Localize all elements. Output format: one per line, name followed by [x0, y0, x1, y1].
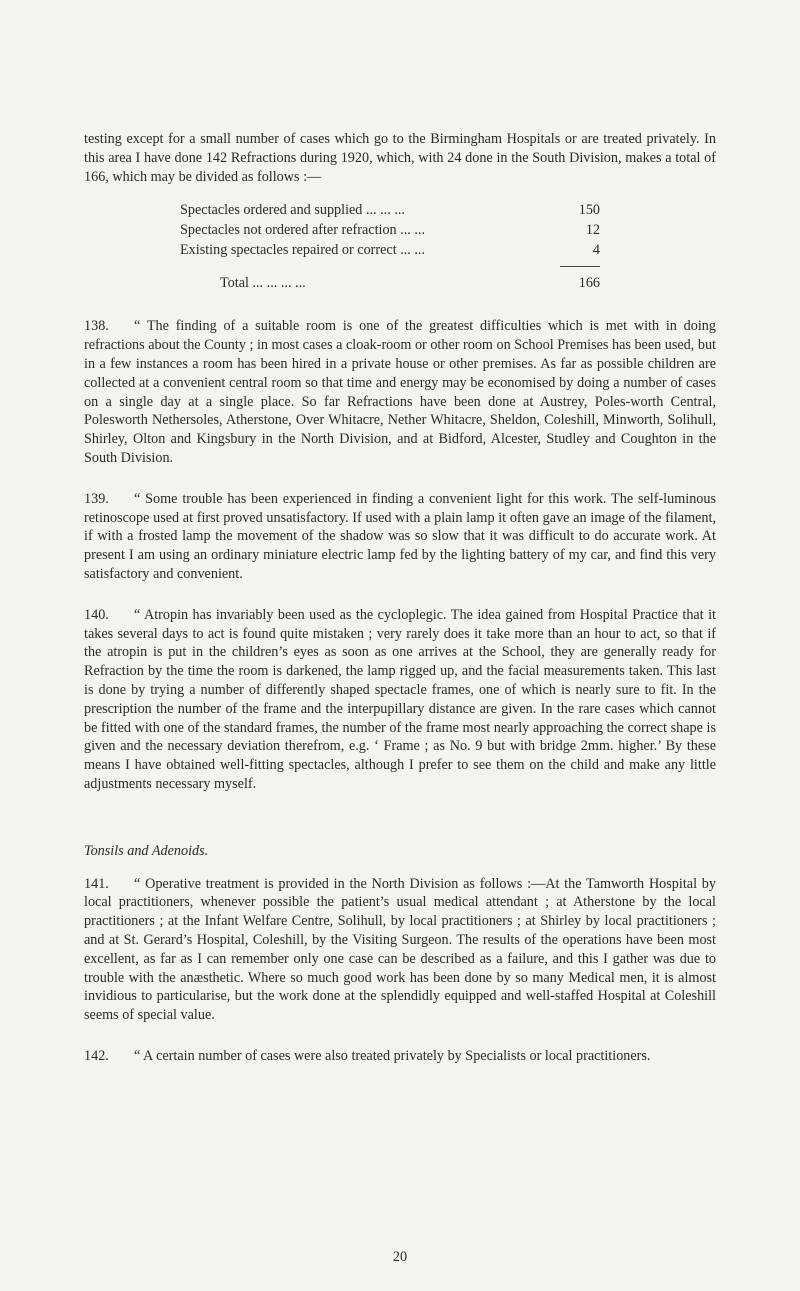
total-value: 166: [578, 275, 600, 292]
paragraph-141: [84, 875, 716, 1025]
total-label: Total ... ... ... ...: [220, 275, 306, 292]
row-value: 150: [578, 202, 600, 219]
paragraph-140: [84, 606, 716, 794]
paragraph-number: 139.: [84, 490, 109, 507]
document-page: [84, 130, 716, 1066]
table-row: [180, 220, 600, 240]
paragraph-text: “ Operative treatment is provided in the North Division as follows :—At the Tamworth Hospital by local practitioners, whenever possible the patient’s usual medical attendant ; at Atherstone by the local practitioners ; at the Infant Welfare Centre, Solihull, by local practitioners ; at Shirley by local practitioners ; and at St. Gerard’s Hospital, Coleshill, by the Visiting Surgeon. The results of the operations have been most excellent, as far as I can remember only one case can be described as a failure, and this I gather was due to trouble with the anæsthetic. Where so much good work has been done by so many Medical men, it is almost invidious to particularise, but the work done at the splendidly equipped and well-staffed Hospital at Coleshill seems of special value.: [84, 875, 716, 1024]
paragraph-text: “ The finding of a suitable room is one of the greatest difficulties which is met with in doing refractions about the County ; in most cases a cloak-room or other room on School Premises has been used, but in a few instances a room has been hired in a private house or other premises. As far as possible children are collected at a convenient central room so that time and energy may be economised by doing a number of cases on a single day at a single place. So far Refractions have been done at Austrey, Poles-worth Central, Polesworth Nethersoles, Atherstone, Over Whitacre, Nether Whitacre, Sheldon, Coleshill, Minworth, Solihull, Shirley, Olton and Kingsbury in the North Division, and at Bidford, Alcester, Studley and Coughton in the South Division.: [84, 318, 716, 466]
row-label: Existing spectacles repaired or correct ... ...: [180, 242, 426, 259]
section-heading: Tonsils and Adenoids.: [84, 842, 209, 859]
paragraph-text: “ Some trouble has been experienced in finding a convenient light for this work. The self-luminous retinoscope used at first proved unsatisfactory. If used with a plain lamp it often gave an image of the filament, if with a frosted lamp the movement of the shadow was so slow that it was difficult to do accurate work. At present I am using an ordinary miniature electric lamp fed by the lighting battery of my car, and find this very satisfactory and convenient.: [84, 490, 716, 582]
row-label: Spectacles ordered and supplied ... ... ...: [180, 202, 405, 219]
table-row: [180, 200, 600, 220]
paragraph-number: 142.: [84, 1047, 109, 1064]
row-value: 12: [585, 222, 600, 239]
row-label: Spectacles not ordered after refraction ... ...: [180, 222, 426, 239]
paragraph-text: “ Atropin has invariably been used as the cycloplegic. The idea gained from Hospital Practice that it takes several days to act is found quite mistaken ; very rarely does it take more than an hour to act, so that if the atropin is put in the children’s eyes as soon as one arrives at the School, they are generally ready for Refraction by the time the room is darkened, the lamp rigged up, and the facial measurements taken. This last is done by trying a number of differently shaped spectacle frames, one of which is nearly sure to fit. In the prescription the number of the frame and the interpupillary distance are given. In the rare cases which cannot be fitted with one of the standard frames, the number of the frame most nearly approaching the correct shape is given and the necessary deviation therefrom, e.g. ‘ Frame ; as No. 9 but with bridge 2mm. higher.’ By these means I have obtained well-fitting spectacles, although I prefer to see them on the child and make any little adjustments necessary myself.: [84, 606, 716, 792]
total-rule: [560, 266, 600, 267]
total-row: [180, 273, 600, 293]
paragraph-138: [84, 317, 716, 467]
row-value: 4: [592, 242, 600, 259]
paragraph-number: 138.: [84, 318, 109, 335]
refractions-table: [180, 200, 600, 293]
intro-paragraph: testing except for a small number of cases which go to the Birmingham Hospitals or are treated privately. In this area I have done 142 Refractions during 1920, which, with 24 done in the South Division, makes a total of 166, which may be divided as follows :—: [84, 131, 716, 185]
paragraph-142: [84, 1047, 716, 1066]
paragraph-number: 141.: [84, 875, 109, 892]
paragraph-number: 140.: [84, 606, 109, 623]
page-number: 20: [392, 1249, 408, 1265]
paragraph-text: “ A certain number of cases were also treated privately by Specialists or local practitioners.: [134, 1047, 651, 1064]
paragraph-139: [84, 490, 716, 584]
table-row: [180, 240, 600, 260]
